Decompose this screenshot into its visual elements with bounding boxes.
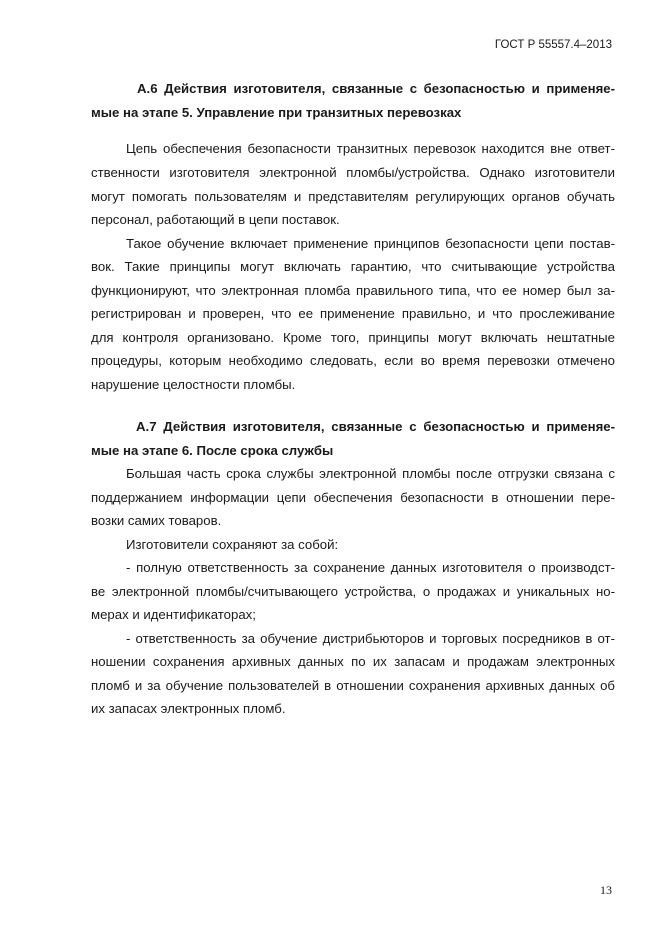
section-a7-heading-line-2: мые на этапе 6. После срока службы (91, 443, 334, 458)
paragraph-line: персонал, работающий в цепи поставок. (91, 212, 340, 227)
paragraph-line: Цепь обеспечения безопасности транзитных перевозок находится вне ответ- (126, 141, 615, 156)
paragraph-line: вок. Такие принципы могут включать гарантию, что считывающие устройства (91, 259, 615, 274)
list-item-line: их запасах электронных пломб. (91, 701, 286, 716)
list-item-line: пломб и за обучение пользователей в отношении сохранения архивных данных об (91, 678, 615, 693)
list-item-line: - полную ответственность за сохранение данных изготовителя о производст- (126, 560, 615, 575)
paragraph-line: могут помогать пользователям и представителям регулирующих органов обучать (91, 189, 615, 204)
paragraph-line: ственности изготовителя электронной пломбы/устройства. Однако изготовители (91, 165, 615, 180)
paragraph-line: Такое обучение включает применение принципов безопасности цепи постав- (126, 236, 615, 251)
section-a6-heading-line-2: мые на этапе 5. Управление при транзитных перевозках (91, 105, 462, 120)
paragraph-line: Большая часть срока службы электронной пломбы после отгрузки связана с (126, 466, 615, 481)
section-a6-heading-line-1: А.6 Действия изготовителя, связанные с безопасностью и применяе- (137, 81, 615, 96)
paragraph-line: возки самих товаров. (91, 513, 222, 528)
list-item-line: ве электронной пломбы/считывающего устройства, о продажах и уникальных но- (91, 584, 615, 599)
paragraph-line: для контроля организовано. Кроме того, принципы могут включать нештатные (91, 330, 615, 345)
section-a7-heading-line-1: А.7 Действия изготовителя, связанные с безопасностью и применяе- (136, 419, 615, 434)
document-code: ГОСТ Р 55557.4–2013 (494, 39, 612, 51)
page-number: 13 (600, 883, 612, 897)
paragraph-line: функционируют, что электронная пломба правильного типа, что ее номер был за- (91, 283, 615, 298)
paragraph-line: процедуры, которым необходимо следовать, если во время перевозки отмечено (91, 353, 615, 368)
paragraph-line: поддержанием информации цепи обеспечения безопасности в отношении пере- (91, 490, 615, 505)
list-item-line: мерах и идентификаторах; (91, 607, 256, 622)
list-item-line: - ответственность за обучение дистрибьюторов и торговых посредников в от- (126, 631, 615, 646)
list-item-line: ношении сохранения архивных данных по их запасам и продажам электронных (91, 654, 615, 669)
paragraph-line: регистрирован и проверен, что ее применение правильно, и что прослеживание (91, 306, 615, 321)
paragraph-line: Изготовители сохраняют за собой: (126, 537, 339, 552)
paragraph-line: нарушение целостности пломбы. (91, 377, 296, 392)
